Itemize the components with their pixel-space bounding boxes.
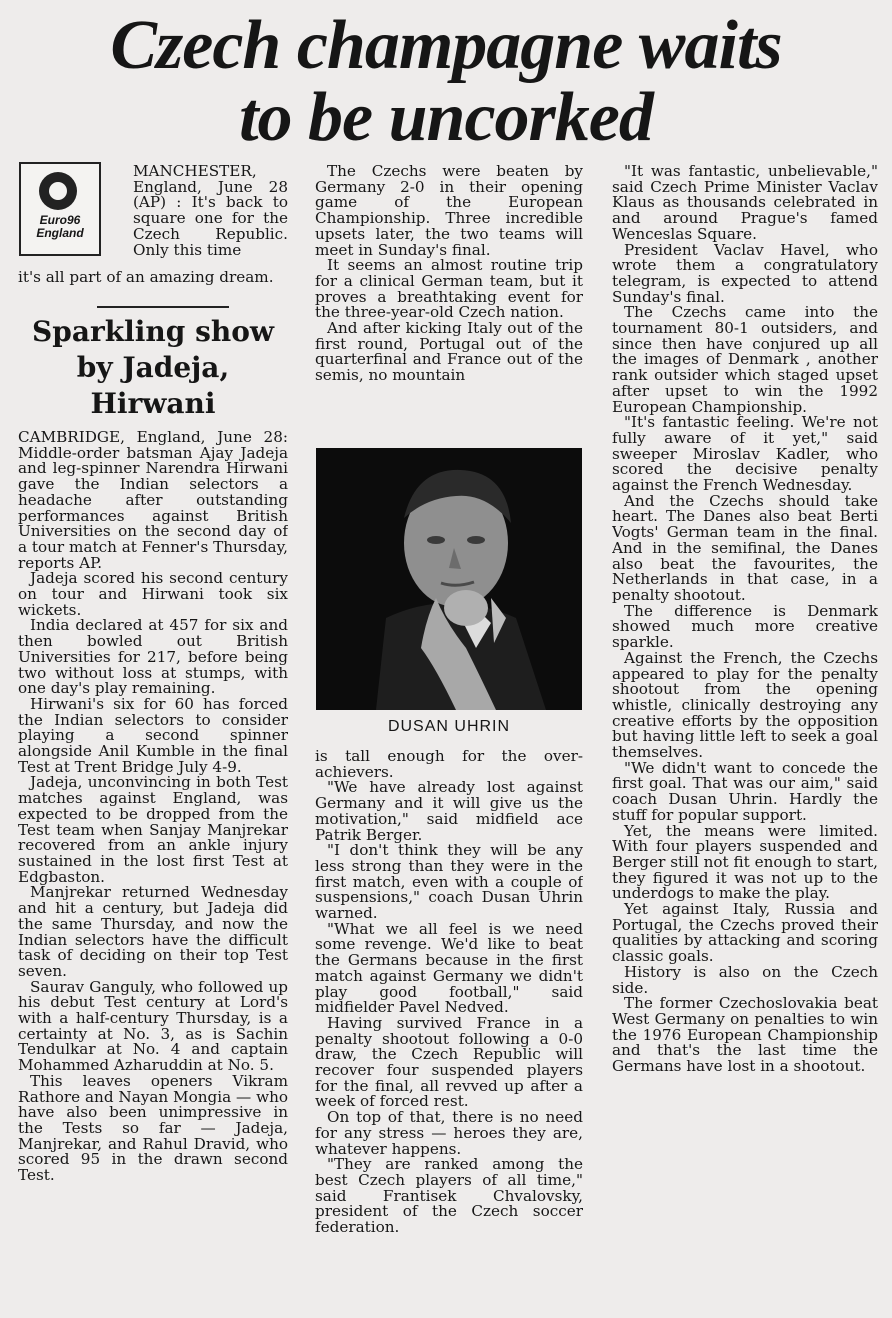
paragraph: "They are ranked among the best Czech players of all time," said Frantisek Chvalovsky, president of the Czech soccer federation.: [315, 1155, 583, 1237]
paragraph: Hirwani's six for 60 has forced the Indian selectors to consider playing a second spinner alongside Anil Kumble in the final Test at Trent Bridge July 4-9.: [18, 694, 288, 776]
paragraph: On top of that, there is no need for any stress — heroes they are, whatever happens.: [315, 1108, 583, 1158]
paragraph: CAMBRIDGE, England, June 28: Middle-order batsman Ajay Jadeja and leg-spinner Narendra Hirwani gave the Indian selectors a headache after outstanding performances against British Universities on the second day of a tour match at Fenner's Thursday, reports AP.: [18, 430, 288, 572]
paragraph: Having survived France in a penalty shootout following a 0-0 draw, the Czech Republic will recover four suspended players for the final, all revved up after a week of forced rest.: [315, 1013, 583, 1111]
lead-story-column-3: [612, 164, 878, 1309]
paragraph: President Vaclav Havel, who wrote them a congratulatory telegram, is expected to attend Sunday's final.: [612, 240, 878, 306]
paragraph: "We didn't want to concede the first goal. That was our aim," said coach Dusan Uhrin. Hardly the stuff for popular support.: [612, 758, 878, 824]
headline-line-1: Czech champagne waits: [110, 7, 782, 84]
paragraph: The Czechs were beaten by Germany 2-0 in their opening game of the European Championship. Three incredible upsets later, the two teams will meet in Sunday's final.: [315, 164, 583, 259]
logo-line-1: Euro96: [39, 213, 81, 227]
paragraph: Manjrekar returned Wednesday and hit a century, but Jadeja did the same Thursday, and now the Indian selectors have the difficult task of deciding on their top Test seven.: [18, 883, 288, 980]
lead-story-column-2-top: [315, 164, 583, 444]
lead-story-column-2-bottom: [315, 749, 583, 1309]
paragraph: The Czechs came into the tournament 80-1 outsiders, and since then have conjured up all the images of Denmark , another rank outsider which staged upset after upset to win the 1992 European Championship.: [612, 303, 878, 416]
paragraph: India declared at 457 for six and then bowled out British Universities for 217, before being two without loss at stumps, with one day's play remaining.: [18, 616, 288, 698]
paragraph: is tall enough for the over-achievers.: [315, 749, 583, 781]
paragraph: This leaves openers Vikram Rathore and Nayan Mongia — who have also been unimpressive in the Tests so far — Jadeja, Manjrekar, and Rahul Dravid, who scored 95 in the drawn second Test.: [18, 1071, 288, 1185]
lead-dateline-tail: it's all part of an amazing dream.: [18, 268, 274, 286]
section-divider: [97, 306, 229, 308]
paragraph: Saurav Ganguly, who followed up his debut Test century at Lord's with a half-century Thursday, is a certainty at No. 3, as is Sachin Tendulkar at No. 4 and captain Mohammed Azharuddin at No. 5.: [18, 977, 288, 1075]
paragraph: It seems an almost routine trip for a clinical German team, but it proves a breathtaking event for the three-year-old Czech nation.: [315, 256, 583, 322]
paragraph: "It was fantastic, unbelievable," said Czech Prime Minister Vaclav Klaus as thousands celebrated in and around Prague's famed Wenceslas Square.: [612, 164, 878, 243]
paragraph: "It's fantastic feeling. We're not fully aware of it yet," said sweeper Miroslav Kadler, who scored the decisive penalty against the French Wednesday.: [612, 413, 878, 495]
football-icon: [39, 172, 77, 210]
portrait-image: [316, 448, 582, 710]
paragraph: And the Czechs should take heart. The Danes also beat Berti Vogts' German team in the final. And in the semifinal, the Danes also beat the favourites, the Netherlands in that case, in a penalty shootout.: [612, 491, 878, 604]
side-story-column: [18, 430, 288, 1310]
paragraph: "What we all feel is we need some revenge. We'd like to beat the Germans because in the first match against Germany we didn't play good football," said midfielder Pavel Nedved.: [315, 919, 583, 1017]
paragraph: The difference is Denmark showed much more creative sparkle.: [612, 601, 878, 652]
paragraph: "I don't think they will be any less strong than they were in the first match, even with a couple of suspensions," coach Dusan Uhrin warned.: [315, 841, 583, 923]
paragraph: Against the French, the Czechs appeared to play for the penalty shootout from the opening whistle, clinically destroying any creative efforts by the opposition but having little left to seek a goal themselves.: [612, 648, 878, 762]
photo-caption: DUSAN UHRIN: [387, 718, 511, 735]
paragraph: Jadeja, unconvincing in both Test matches against England, was expected to be dropped from the Test team when Sanjay Manjrekar recovered from an ankle injury sustained in the lost first Test at Edgbaston.: [18, 773, 288, 886]
main-headline: [0, 0, 892, 154]
headline-line-2: to be uncorked: [239, 79, 653, 156]
lead-dateline: MANCHESTER, England, June 28 (AP) : It's back to square one for the Czech Republic. Only this time: [133, 162, 288, 259]
euro96-logo: [19, 162, 101, 256]
paragraph: History is also on the Czech side.: [612, 962, 878, 997]
logo-line-2: England: [36, 226, 84, 240]
coach-photo: [316, 448, 582, 710]
paragraph: And after kicking Italy out of the first round, Portugal out of the quarterfinal and France out of the semis, no mountain: [315, 319, 583, 385]
paragraph: Yet against Italy, Russia and Portugal, the Czechs proved their qualities by attacking and scoring classic goals.: [612, 900, 878, 966]
paragraph: Yet, the means were limited. With four players suspended and Berger still not fit enough to start, they figured it was not up to the underdogs to make the play.: [612, 821, 878, 903]
paragraph: The former Czechoslovakia beat West Germany on penalties to win the 1976 European Championship and that's the last time the Germans have lost in a shootout.: [612, 994, 878, 1076]
paragraph: Jadeja scored his second century on tour and Hirwani took six wickets.: [18, 569, 288, 619]
paragraph: "We have already lost against Germany and it will give us the motivation," said midfield ace Patrik Berger.: [315, 778, 583, 844]
side-story-headline: Sparkling show by Jadeja, Hirwani: [32, 315, 274, 420]
logo-text: [25, 214, 95, 240]
